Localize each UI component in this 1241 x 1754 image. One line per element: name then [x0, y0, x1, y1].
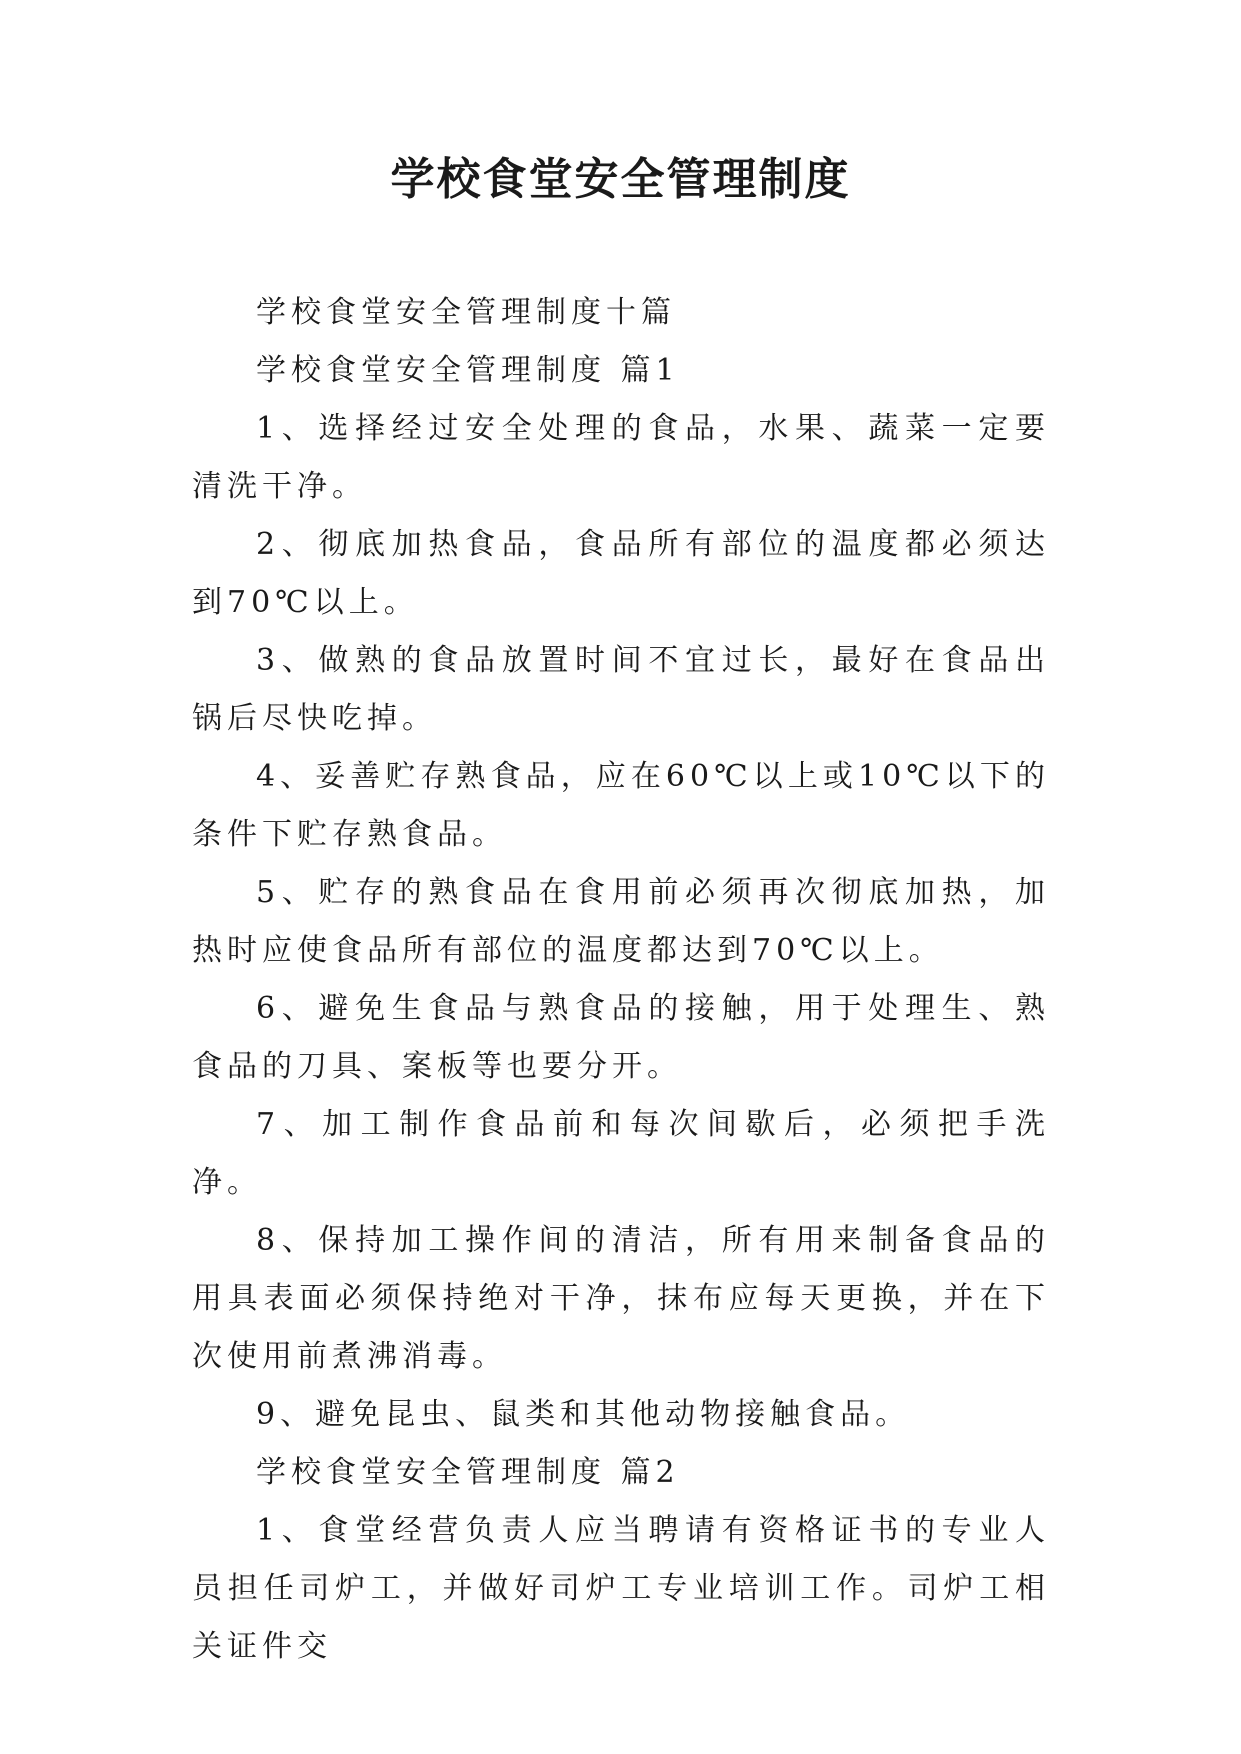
- list-item: 9、避免昆虫、鼠类和其他动物接触食品。: [256, 1397, 911, 1432]
- section-heading-1: 学校食堂安全管理制度 篇1: [256, 353, 680, 388]
- list-item: 2、彻底加热食品，食品所有部位的温度都必须达到70℃以上。: [192, 527, 1050, 620]
- list-item: 7、加工制作食品前和每次间歇后，必须把手洗净。: [192, 1107, 1050, 1200]
- list-item: 4、妥善贮存熟食品，应在60℃以上或10℃以下的条件下贮存熟食品。: [192, 759, 1050, 852]
- list-item: 8、保持加工操作间的清洁，所有用来制备食品的用具表面必须保持绝对干净，抹布应每天更换，并在下次使用前煮沸消毒。: [192, 1223, 1050, 1374]
- list-item: 3、做熟的食品放置时间不宜过长，最好在食品出锅后尽快吃掉。: [192, 643, 1050, 736]
- list-item: 1、食堂经营负责人应当聘请有资格证书的专业人员担任司炉工，并做好司炉工专业培训工作。司炉工相关证件交: [192, 1513, 1050, 1664]
- document-title: 学校食堂安全管理制度: [390, 154, 851, 205]
- document-body: [192, 284, 1050, 1676]
- list-item: 1、选择经过安全处理的食品，水果、蔬菜一定要清洗干净。: [192, 411, 1050, 504]
- list-item: 6、避免生食品与熟食品的接触，用于处理生、熟食品的刀具、案板等也要分开。: [192, 991, 1050, 1084]
- section-heading-2: 学校食堂安全管理制度 篇2: [256, 1455, 680, 1490]
- list-item: 5、贮存的熟食品在食用前必须再次彻底加热，加热时应使食品所有部位的温度都达到70℃以上。: [192, 875, 1050, 968]
- collection-heading: 学校食堂安全管理制度十篇: [256, 295, 676, 330]
